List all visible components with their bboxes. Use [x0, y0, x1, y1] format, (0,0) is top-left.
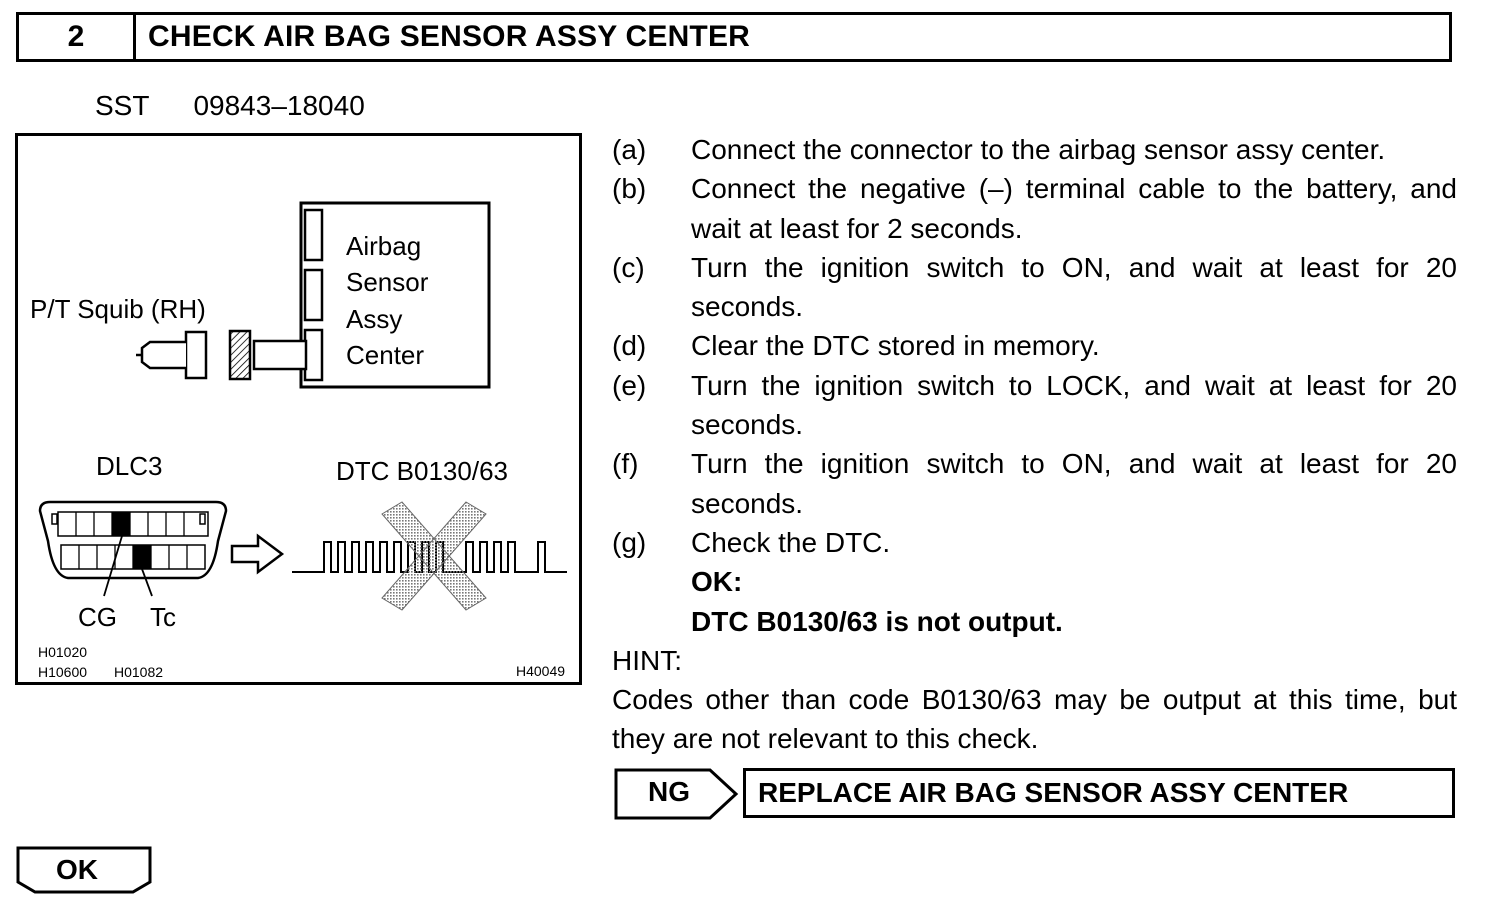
- hint-text: Codes other than code B0130/63 may be output at this time, but they are not relevant to this check.: [612, 684, 1457, 755]
- arrow-icon: [232, 536, 282, 572]
- ng-result-text: REPLACE AIR BAG SENSOR ASSY CENTER: [758, 777, 1349, 808]
- ok-criteria: [612, 562, 1457, 601]
- step-letter: (e): [612, 369, 647, 401]
- step-text: Check the DTC.: [691, 526, 891, 558]
- ng-label: NG: [648, 776, 690, 807]
- ref-bottom-left: H10600: [38, 664, 88, 680]
- step-a: [612, 130, 1457, 169]
- module-label-4: Center: [346, 340, 425, 370]
- diagram-drawing: [18, 136, 579, 682]
- step-b: [612, 169, 1457, 248]
- step-letter: (g): [612, 526, 647, 558]
- step-letter: (d): [612, 330, 647, 362]
- module-pin-2: [305, 270, 322, 320]
- ok-label: OK: [56, 854, 98, 885]
- step-c: [612, 248, 1457, 327]
- procedure-steps: [612, 130, 1457, 759]
- sst-label: SST: [95, 90, 150, 121]
- pin-cg: [112, 512, 130, 536]
- step-letter: (b): [612, 173, 647, 205]
- hatched-connector: [230, 331, 250, 379]
- step-text: Turn the ignition switch to ON, and wait at least for 20 seconds.: [691, 448, 1457, 519]
- ref-bottom-right: H40049: [516, 663, 566, 679]
- step-f: [612, 444, 1457, 523]
- step-letter: (f): [612, 448, 639, 480]
- cross-out-icon: [382, 502, 486, 610]
- ng-button[interactable]: [614, 768, 740, 820]
- step-text: Clear the DTC stored in memory.: [691, 330, 1100, 362]
- pin-tc: [133, 545, 151, 569]
- dtc-label: DTC B0130/63: [336, 456, 508, 486]
- cg-label: CG: [78, 602, 117, 632]
- step-text: Turn the ignition switch to ON, and wait at least for 20 seconds.: [691, 251, 1457, 323]
- step-e: [612, 366, 1457, 445]
- squib-label: P/T Squib (RH): [30, 294, 206, 324]
- step-text: Connect the connector to the airbag sensor assy center.: [691, 134, 1386, 165]
- ref-bottom-mid: H01082: [114, 664, 164, 680]
- sst-line: [95, 90, 365, 122]
- module-pin-1: [305, 210, 322, 260]
- module-label-2: Sensor: [346, 267, 429, 297]
- squib-plug: [186, 332, 206, 378]
- module-pin-3: [305, 330, 322, 380]
- ok-criteria-text-row: [612, 602, 1457, 641]
- step-text: Connect the negative (–) terminal cable to the battery, and wait at least for 2 seconds.: [691, 173, 1457, 244]
- step-g: [612, 523, 1457, 562]
- ok-criteria-label: OK:: [691, 566, 743, 598]
- tc-label: Tc: [150, 602, 176, 632]
- step-d: [612, 326, 1457, 365]
- diagram-figure: [15, 133, 582, 685]
- hint-label: HINT:: [612, 644, 682, 676]
- dlc3-label: DLC3: [96, 451, 163, 481]
- module-connector: [254, 341, 306, 369]
- step-number: 2: [19, 15, 136, 59]
- ok-button[interactable]: [16, 846, 156, 901]
- step-letter: (a): [612, 134, 647, 165]
- squib-tip: [142, 342, 186, 368]
- ok-criteria-text: DTC B0130/63 is not output.: [691, 605, 1063, 637]
- module-label-3: Assy: [346, 304, 403, 334]
- ref-top: H01020: [38, 644, 88, 660]
- step-letter: (c): [612, 251, 645, 283]
- ng-result-box: [743, 768, 1455, 818]
- module-label-1: Airbag: [346, 231, 422, 261]
- step-header: [16, 12, 1452, 62]
- step-title: CHECK AIR BAG SENSOR ASSY CENTER: [148, 20, 751, 53]
- sst-code: 09843–18040: [193, 90, 365, 121]
- step-text: Turn the ignition switch to LOCK, and wait at least for 20 seconds.: [691, 369, 1457, 441]
